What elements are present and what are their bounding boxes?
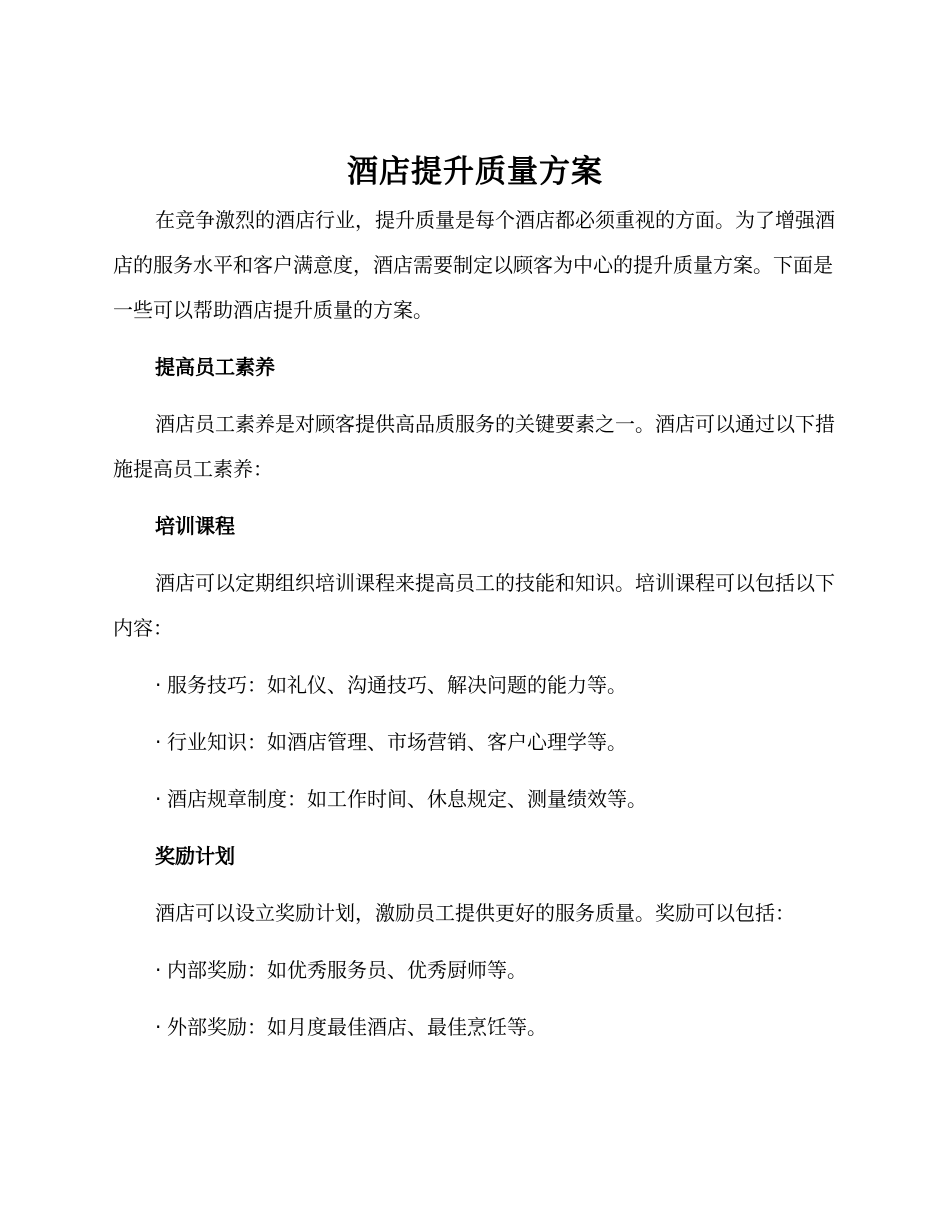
document-body xyxy=(113,198,838,1050)
list-item-text: 外部奖励：如月度最佳酒店、最佳烹饪等。 xyxy=(167,1015,547,1039)
list-item xyxy=(113,948,838,993)
section-paragraph-training: 酒店可以定期组织培训课程来提高员工的技能和知识。培训课程可以包括以下内容： xyxy=(113,571,835,640)
list-item-text: 服务技巧：如礼仪、沟通技巧、解决问题的能力等。 xyxy=(167,673,627,697)
intro-paragraph: 在竞争激烈的酒店行业，提升质量是每个酒店都必须重视的方面。为了增强酒店的服务水平和客户满意度，酒店需要制定以顾客为中心的提升质量方案。下面是一些可以帮助酒店提升质量的方案。 xyxy=(113,208,835,322)
section-heading-staff-quality: 提高员工素养 xyxy=(155,355,275,379)
list-item xyxy=(113,1005,838,1050)
section-heading-training: 培训课程 xyxy=(155,514,235,538)
list-item xyxy=(113,777,838,822)
bullet-icon: · xyxy=(155,673,162,697)
list-item xyxy=(113,720,838,765)
document-title: 酒店提升质量方案 xyxy=(347,154,603,190)
section-heading-rewards: 奖励计划 xyxy=(155,844,235,868)
bullet-icon: · xyxy=(155,958,162,982)
list-item-text: 酒店规章制度：如工作时间、休息规定、测量绩效等。 xyxy=(167,787,647,811)
list-item-text: 行业知识：如酒店管理、市场营销、客户心理学等。 xyxy=(167,730,627,754)
list-item xyxy=(113,663,838,708)
list-item-text: 内部奖励：如优秀服务员、优秀厨师等。 xyxy=(167,958,527,982)
bullet-icon: · xyxy=(155,1015,162,1039)
bullet-icon: · xyxy=(155,730,162,754)
section-paragraph-staff-quality: 酒店员工素养是对顾客提供高品质服务的关键要素之一。酒店可以通过以下措施提高员工素养： xyxy=(113,412,835,481)
bullet-icon: · xyxy=(155,787,162,811)
section-paragraph-rewards: 酒店可以设立奖励计划，激励员工提供更好的服务质量。奖励可以包括： xyxy=(155,901,795,925)
